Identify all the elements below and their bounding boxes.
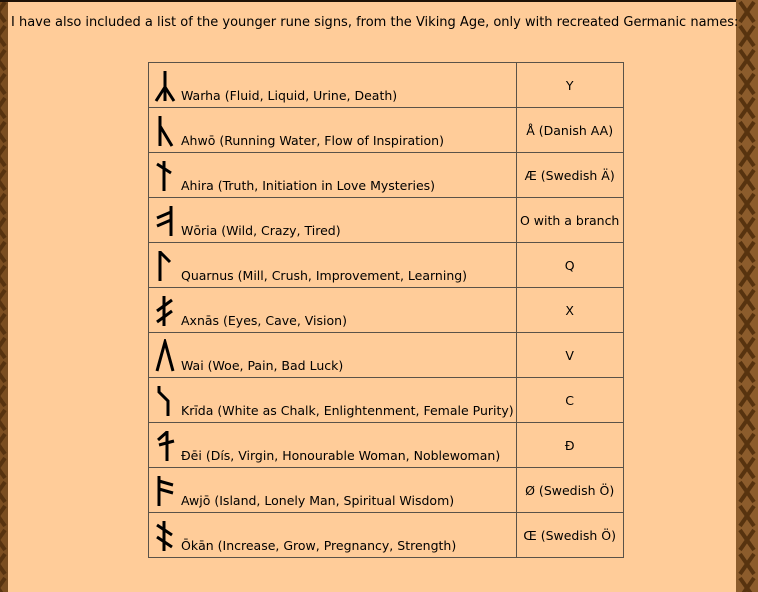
rune-chain-x-icon — [0, 360, 8, 384]
rune-chain-x-icon — [0, 504, 8, 528]
table-row — [149, 378, 624, 423]
rune-table — [148, 62, 624, 558]
right-border-pattern — [736, 0, 758, 592]
rune-chain-x-icon — [0, 72, 8, 96]
table-row — [149, 108, 624, 153]
rune-sign-cell — [149, 198, 517, 243]
rune-chain-x-icon — [736, 576, 758, 592]
latin-equivalent-cell: Ø (Swedish Ö) — [516, 468, 623, 513]
rune-chain-x-icon — [736, 264, 758, 288]
right-border-strip — [736, 0, 758, 592]
rune-name-label: Wōria (Wild, Crazy, Tired) — [181, 223, 341, 238]
rune-sign-cell — [149, 378, 517, 423]
rune-chain-x-icon — [736, 360, 758, 384]
rune-chain-x-icon — [736, 168, 758, 192]
rune-chain-x-icon — [736, 48, 758, 72]
rune-chain-x-icon — [736, 96, 758, 120]
latin-equivalent-cell: Q — [516, 243, 623, 288]
rune-sign-cell — [149, 288, 517, 333]
rune-chain-x-icon — [736, 432, 758, 456]
rune-chain-x-icon — [736, 120, 758, 144]
rune-chain-x-icon — [0, 456, 8, 480]
rune-chain-x-icon — [0, 264, 8, 288]
rune-sign-cell — [149, 153, 517, 198]
rune-chain-x-icon — [0, 0, 8, 24]
rune-sign-cell — [149, 108, 517, 153]
rune-chain-x-icon — [0, 336, 8, 360]
warha-rune-icon — [154, 69, 176, 103]
rune-name-label: Warha (Fluid, Liquid, Urine, Death) — [181, 88, 398, 103]
rune-name-label: Ðēi (Dís, Virgin, Honourable Woman, Noblewoman) — [181, 448, 501, 463]
page-content — [8, 0, 739, 592]
rune-chain-x-icon — [736, 192, 758, 216]
rune-chain-x-icon — [0, 216, 8, 240]
rune-name-label: Ahwō (Running Water, Flow of Inspiration) — [181, 133, 444, 148]
rune-chain-x-icon — [0, 144, 8, 168]
latin-equivalent-cell: Y — [516, 63, 623, 108]
rune-chain-x-icon — [736, 240, 758, 264]
ahira-rune-icon — [154, 159, 176, 193]
rune-chain-x-icon — [736, 144, 758, 168]
rune-chain-x-icon — [0, 552, 8, 576]
table-row — [149, 513, 624, 558]
rune-chain-x-icon — [736, 72, 758, 96]
rune-chain-x-icon — [0, 528, 8, 552]
latin-equivalent-cell: Æ (Swedish Ä) — [516, 153, 623, 198]
rune-name-label: Ahira (Truth, Initiation in Love Mysteries) — [181, 178, 436, 193]
rune-table-body — [149, 63, 624, 558]
rune-name-label: Krīda (White as Chalk, Enlightenment, Female Purity) — [181, 403, 514, 418]
rune-chain-x-icon — [736, 312, 758, 336]
rune-chain-x-icon — [0, 408, 8, 432]
rune-chain-x-icon — [0, 240, 8, 264]
quarnus-rune-icon — [154, 249, 176, 283]
rune-chain-x-icon — [736, 336, 758, 360]
rune-chain-x-icon — [0, 312, 8, 336]
table-row — [149, 63, 624, 108]
rune-chain-x-icon — [736, 504, 758, 528]
rune-chain-x-icon — [0, 480, 8, 504]
rune-chain-x-icon — [0, 120, 8, 144]
latin-equivalent-cell: O with a branch — [516, 198, 623, 243]
rune-sign-cell — [149, 468, 517, 513]
rune-sign-cell — [149, 333, 517, 378]
intro-text: I have also included a list of the younger rune signs, from the Viking Age, only with recreated Germanic names: — [11, 15, 739, 30]
rune-chain-x-icon — [0, 168, 8, 192]
ahwo-rune-icon — [154, 114, 176, 148]
table-row — [149, 243, 624, 288]
rune-chain-x-icon — [736, 480, 758, 504]
rune-name-label: Axnās (Eyes, Cave, Vision) — [181, 313, 347, 328]
rune-sign-cell — [149, 513, 517, 558]
latin-equivalent-cell: Ð — [516, 423, 623, 468]
rune-name-label: Quarnus (Mill, Crush, Improvement, Learning) — [181, 268, 468, 283]
rune-chain-x-icon — [736, 408, 758, 432]
rune-chain-x-icon — [0, 96, 8, 120]
latin-equivalent-cell: Œ (Swedish Ö) — [516, 513, 623, 558]
wai-rune-icon — [154, 339, 176, 373]
rune-chain-x-icon — [736, 552, 758, 576]
latin-equivalent-cell: C — [516, 378, 623, 423]
rune-chain-x-icon — [0, 288, 8, 312]
rune-sign-cell — [149, 423, 517, 468]
rune-chain-x-icon — [0, 24, 8, 48]
rune-chain-x-icon — [736, 456, 758, 480]
woria-rune-icon — [154, 204, 176, 238]
rune-chain-x-icon — [736, 528, 758, 552]
table-row — [149, 333, 624, 378]
axnas-rune-icon — [154, 294, 176, 328]
latin-equivalent-cell: X — [516, 288, 623, 333]
left-border-strip — [0, 0, 8, 592]
rune-chain-x-icon — [736, 288, 758, 312]
dhei-rune-icon — [154, 429, 176, 463]
rune-chain-x-icon — [0, 384, 8, 408]
rune-chain-x-icon — [736, 384, 758, 408]
table-row — [149, 198, 624, 243]
awjo-rune-icon — [154, 474, 176, 508]
rune-chain-x-icon — [736, 0, 758, 24]
latin-equivalent-cell: V — [516, 333, 623, 378]
rune-name-label: Awjō (Island, Lonely Man, Spiritual Wisdom) — [181, 493, 455, 508]
rune-sign-cell — [149, 63, 517, 108]
latin-equivalent-cell: Å (Danish AA) — [516, 108, 623, 153]
table-row — [149, 153, 624, 198]
rune-sign-cell — [149, 243, 517, 288]
rune-name-label: Ōkān (Increase, Grow, Pregnancy, Strength) — [181, 538, 457, 553]
rune-chain-x-icon — [0, 432, 8, 456]
rune-chain-x-icon — [0, 48, 8, 72]
rune-chain-x-icon — [0, 192, 8, 216]
rune-chain-x-icon — [736, 24, 758, 48]
rune-name-label: Wai (Woe, Pain, Bad Luck) — [181, 358, 344, 373]
table-row — [149, 423, 624, 468]
rune-chain-x-icon — [736, 216, 758, 240]
rune-chain-x-icon — [0, 576, 8, 592]
left-border-pattern — [0, 0, 8, 592]
table-row — [149, 468, 624, 513]
krida-rune-icon — [154, 384, 176, 418]
okan-rune-icon — [154, 519, 176, 553]
table-row — [149, 288, 624, 333]
